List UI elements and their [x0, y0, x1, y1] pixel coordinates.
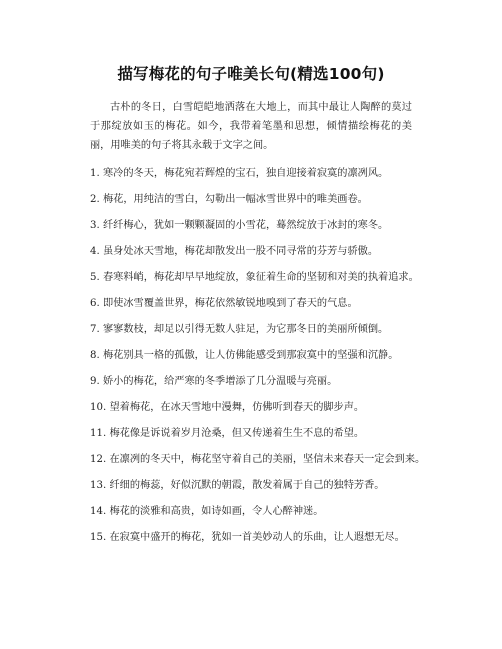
- list-item: 11. 梅花像是诉说着岁月沧桑，但又传递着生生不息的希望。: [90, 428, 365, 439]
- page-title: 描写梅花的句子唯美长句(精选100句): [117, 65, 385, 83]
- list-item: 7. 寥寥数枝，却足以引得无数人驻足，为它那冬日的美丽所倾倒。: [90, 324, 389, 335]
- list-item: 5. 春寒料峭，梅花却早早地绽放，象征着生命的坚韧和对美的执着追求。: [90, 272, 419, 283]
- intro-paragraph: 古朴的冬日，白雪皑皑地洒落在大地上，而其中最让人陶醉的莫过于那绽放如玉的梅花。如今，我带着笔墨和思想，倾情描绘梅花的美丽，用唯美的句子将其永载于文字之间。: [90, 102, 412, 151]
- list-item: 3. 纤纤梅心，犹如一颗颗凝固的小雪花，蓦然绽放于冰封的寒冬。: [90, 220, 389, 231]
- list-item: 14. 梅花的淡雅和高贵，如诗如画，令人心醉神迷。: [90, 506, 324, 517]
- sentence-list: [90, 161, 426, 551]
- list-item: 2. 梅花，用纯洁的雪白，勾勒出一幅冰雪世界中的唯美画卷。: [90, 194, 368, 205]
- list-item: 10. 望着梅花，在冰天雪地中漫舞，仿佛听到春天的脚步声。: [90, 402, 365, 413]
- list-item: 9. 娇小的梅花，给严寒的冬季增添了几分温暖与亮丽。: [90, 376, 338, 387]
- list-item: 1. 寒冷的冬天，梅花宛若辉煌的宝石，独自迎接着寂寞的凛冽风。: [90, 168, 389, 179]
- list-item: 8. 梅花别具一格的孤傲，让人仿佛能感受到那寂寞中的坚强和沉静。: [90, 350, 399, 361]
- list-item: 13. 纤细的梅蕊，好似沉默的朝霞，散发着属于自己的独特芳香。: [90, 480, 385, 491]
- list-item: 12. 在凛冽的冬天中，梅花坚守着自己的美丽，坚信未来春天一定会到来。: [90, 454, 426, 465]
- list-item: 6. 即使冰雪覆盖世界，梅花依然敏锐地嗅到了春天的气息。: [90, 298, 358, 309]
- list-item: 15. 在寂寞中盛开的梅花，犹如一首美妙动人的乐曲，让人遐想无尽。: [90, 532, 405, 543]
- list-item: 4. 虽身处冰天雪地，梅花却散发出一股不同寻常的芬芳与骄傲。: [90, 246, 379, 257]
